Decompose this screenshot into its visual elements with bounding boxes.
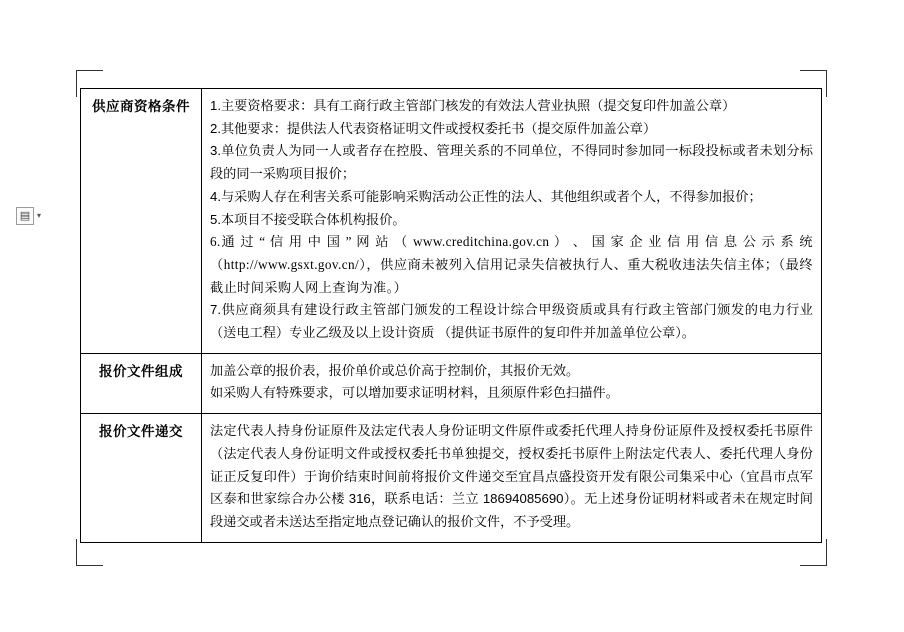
- paragraph: 1.主要资格要求：具有工商行政主管部门核发的有效法人营业执照（提交复印件加盖公章）: [210, 98, 736, 113]
- chevron-down-icon[interactable]: ▾: [37, 211, 42, 220]
- row-label-supplier-qualification: 供应商资格条件: [81, 89, 202, 354]
- paragraph: 法定代表人持身份证原件及法定代表人身份证明文件原件或委托代理人持身份证原件及授权委托书原件（法定代表人身份证明文件或授权委托书单独提交，授权委托书原件上附法定代表人、委托代理人身份证正反复印件）于询价结束时间前将报价文件递交至宜昌点盛投资开发有限公司集采中心（宜昌市点军区泰和世家综合办公楼 316，联系电话：兰立 18694085690）。无上述身份证明材料或者未在规定时间段递交或者未送达至指定地点登记确认的报价文件，不予受理。: [210, 423, 813, 529]
- row-label-quotation-composition: 报价文件组成: [81, 353, 202, 413]
- paragraph: 3.单位负责人为同一人或者存在控股、管理关系的不同单位，不得同时参加同一标段投标或者未划分标段的同一采购项目报价；: [210, 143, 813, 182]
- paragraph: 4.与采购人存在利害关系可能影响采购活动公正性的法人、其他组织或者个人，不得参加报价；: [210, 188, 762, 204]
- row-label-quotation-submission: 报价文件递交: [81, 414, 202, 543]
- table-row: [81, 89, 822, 354]
- row-content-quotation-composition: [202, 353, 822, 413]
- row-content-supplier-qualification: [202, 89, 822, 354]
- requirements-table: [80, 88, 822, 543]
- paragraph: 6.通 过 “ 信 用 中 国 ” 网 站 （ www.creditchina.gov.cn ） 、 国 家 企 业 信 用 信 息 公 示 系 统（http://www.gsxt.gov.cn/），供应商未被列入信用记录失信被执行人、重大税收违法失信主体；（最终截止时间采购人网上查询为准。）: [210, 234, 813, 295]
- crop-mark-bottom-right: [800, 539, 827, 566]
- paragraph: 7.供应商须具有建设行政主管部门颁发的工程设计综合甲级资质或具有行政主管部门颁发的电力行业（送电工程）专业乙级及以上设计资质 （提供证书原件的复印件并加盖单位公章）。: [210, 302, 813, 341]
- table-select-icon[interactable]: ▤: [16, 207, 34, 225]
- table-row: [81, 353, 822, 413]
- row-content-quotation-submission: [202, 414, 822, 543]
- crop-mark-bottom-left: [76, 539, 103, 566]
- paragraph: 加盖公章的报价表，报价单价或总价高于控制价，其报价无效。: [210, 362, 580, 378]
- paragraph: 5.本项目不接受联合体机构报价。: [210, 211, 406, 227]
- table-row: [81, 414, 822, 543]
- paragraph: 如采购人有特殊要求，可以增加要求证明材料，且须原件彩色扫描件。: [210, 385, 619, 401]
- table-select-handle[interactable]: [16, 207, 41, 225]
- paragraph: 2.其他要求：提供法人代表资格证明文件或授权委托书（提交原件加盖公章）: [210, 120, 657, 136]
